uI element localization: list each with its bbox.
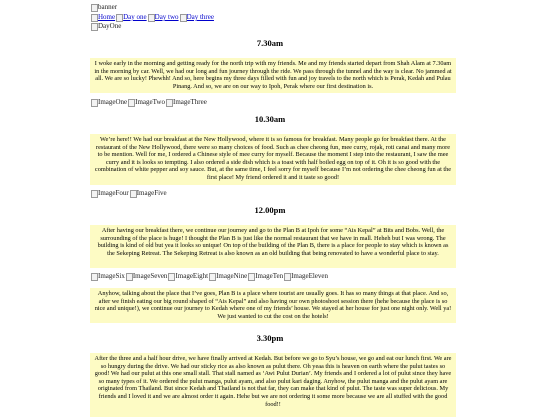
day-one-image: DayOne [90,22,458,31]
section-image: ImageSix [90,272,125,281]
section-time-heading: 7.30am [256,38,284,48]
section-time-heading: 10.30am [254,114,286,124]
nav-day-three-link[interactable]: Day three [179,13,214,22]
section-image: ImageFive [129,189,167,198]
section-image: ImageNine [208,272,247,281]
nav-home-link[interactable]: Home [90,13,115,22]
nav-day-two-link[interactable]: Day two [147,13,179,22]
section-image-row [90,98,450,107]
section-image-row [90,272,450,281]
section-paragraph: After the three and a half hour drive, we have finally arrived at Kedah. But before we go to Syu’s house, we go and eat our lunch first. We are so hungry during the drive. We had our sticky rice as also known as pulut there. Oh yeaa this is heaven on earth where the pulut tastes so good! We had our pulut at this one small stall. That stall named as ‘Awi Pulut Durian’. My friends and I ordered a lot of pulut since they have so many types of it. We ordered the pulut manga, pulut ayam, and also pulut kari daging. Anyhow, the pulut manga and the pulut ayam are originated from Thailand. But since Kedah and Thailand is not that far, they can make that kind of pulut. The taste was super delicious. My friends and I loved it and we are almost order it again. Hehe but we are not ordering it some more because we are all stuffed with the good food!! [90,353,456,417]
section-image: ImageEleven [283,272,328,281]
section-image: ImageThree [165,98,207,107]
section-image: ImageFour [90,189,129,198]
section-image: ImageSeven [125,272,168,281]
section-image: ImageOne [90,98,127,107]
section-image: ImageEight [167,272,208,281]
section-image: ImageTwo [127,98,165,107]
section-paragraph: I woke early in the morning and getting ready for the north trip with my friends. Me and my friends started depart from Shah Alam at 7.30am in the morning by car. Well, we had our long and fun journey through the ride. We pass through the tunnel and the way is clear. No jammed at all. We are so lucky! Phewhh! And so, here begins my three days filled with fun and joy travels to the north which is Perak, Kedah and Pulau Pinang. And so, we are on our way to Ipoh, Perak where our first destination is. [90,58,456,93]
section-time-heading: 3.30pm [256,333,284,343]
section-paragraph: Anyhow, talking about the place that I’ve goes, Plan B is a place where tourist are usually goes. It has so many things at that place. And so, after we finish eating our big round shaped of “Ais Kepal” and also having our own photoshoot session there (hehe because the place is so nice and unique!), we continue our journey to Kedah where one of my friends’ house. We stayed at her house for just one night only. Well ya! We just wanted to cut the cost on the hotels! [90,288,456,323]
nav-day-one-link[interactable]: Day one [115,13,147,22]
banner-image: banner [90,3,458,12]
section-paragraph: We’re here!! We had our breakfast at the New Hollywood, where it is so famous for breakfast. Many people go for breakfast there. At the restaurant of the New Hollywood, there were so many choices of food. Such as chee cheong fun, mee curry, rojak, roti canai and many more to be mention. Well for me, I ordered a Chinese style of mee curry for myself. Because the moment I step into the restaurant, I saw the mee curry and it is looks so tempting. I also ordered a side dish which is a toast with half boiled egg on top of it. Oh it is so good with the combination of white pepper and soy sauce. But, at the same time, I feel sorry for myself because I’m not ordering the chee cheong fun at the first place! My friend ordered it and it taste so good! [90,134,456,185]
section-time-heading: 12.00pm [254,205,286,215]
section-paragraph: After having our breakfast there, we continue our journey and go to the Plan B at Ipoh for some “Ais Kepal” at Bits and Bobs. Well, the surrounding of the place is huge! I thought the Plan B is just like the normal restaurant that we have in mall. Heheh but I was wrong. The building is kind of old but yea it looks so unique! On top of the building of the Plan B, there is a place for people to stay which is known as the Sekeping Retreat. The Sekeping Retreat is also known as an old building that being renovated to have a wonderful place to stay. [90,225,456,268]
section-image: ImageTen [247,272,283,281]
section-image-row [90,189,450,198]
nav-bar [90,13,450,22]
